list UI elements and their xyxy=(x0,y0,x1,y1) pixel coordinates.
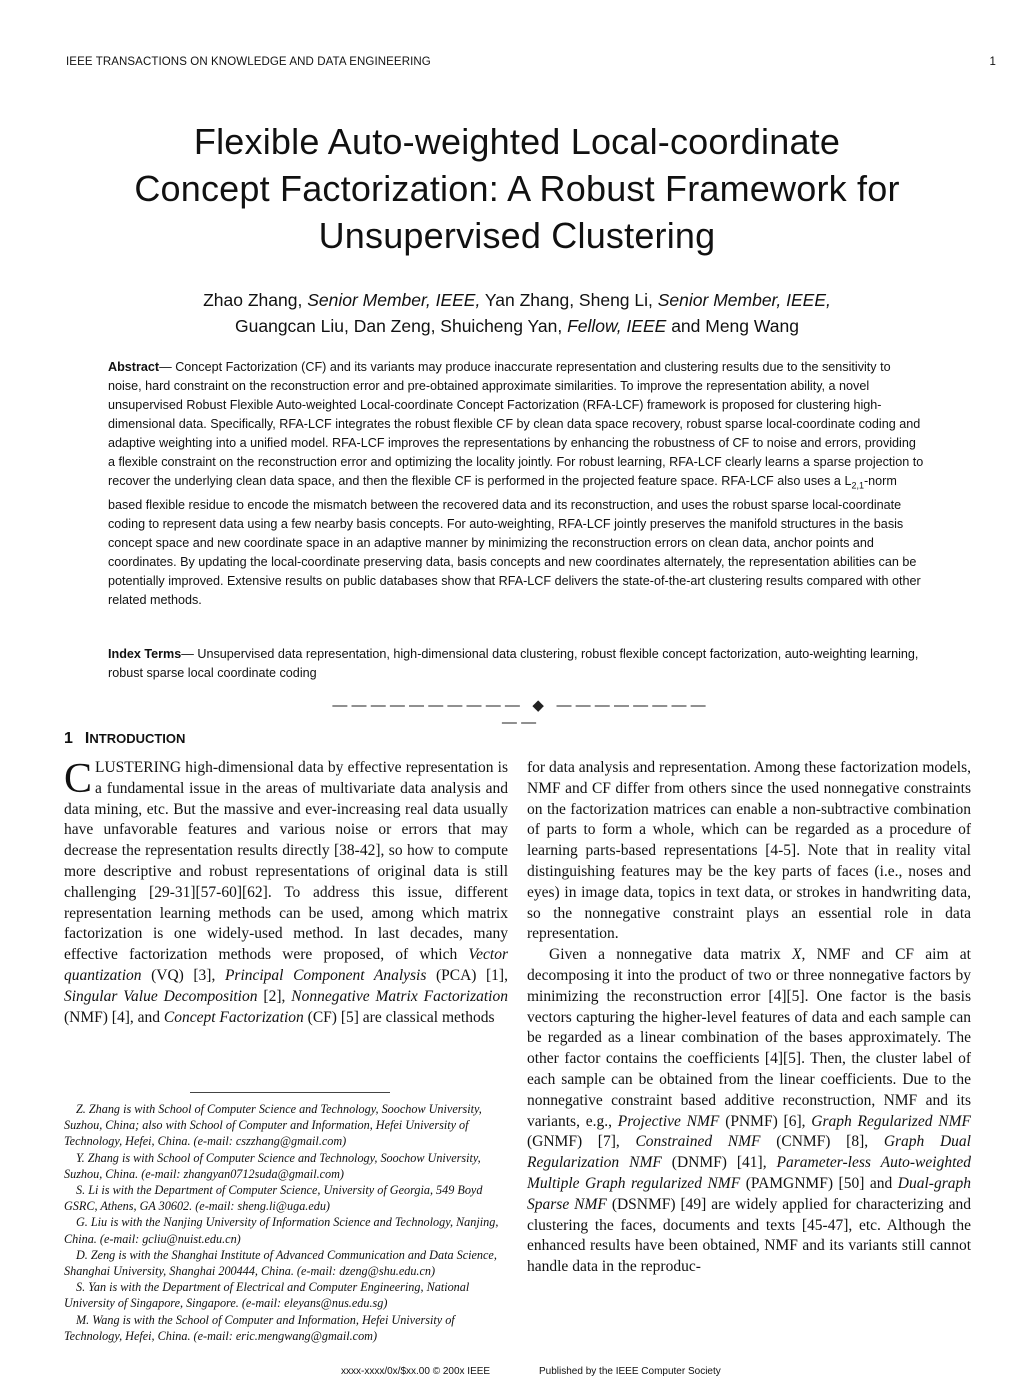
footnote-item: Y. Zhang is with School of Computer Science and Technology, Soochow University, Suzhou, China. (e-mail: zhangyan0712suda@gmail.com) xyxy=(64,1150,481,1181)
index-terms-label: Index Terms xyxy=(108,647,182,661)
term-pnmf: Projective NMF xyxy=(617,1112,720,1130)
abstract-label: Abstract xyxy=(108,360,160,374)
author-role-2: Senior Member, IEEE, xyxy=(657,290,831,310)
author-group-1: Zhao Zhang, xyxy=(203,290,308,310)
section-number: 1 xyxy=(64,730,73,747)
author-role-3: Fellow, IEEE xyxy=(567,316,667,336)
term-svd: Singular Value Decomposition xyxy=(64,987,258,1005)
p2-text-e: (CNMF) [8], xyxy=(760,1133,884,1151)
abstract-dash: — xyxy=(159,360,176,374)
author-group-2: Yan Zhang, Sheng Li, xyxy=(480,290,658,310)
title-line-2: Concept Factorization: A Robust Framework for xyxy=(134,168,900,209)
footnote-item: D. Zeng is with the Shanghai Institute of Advanced Communication and Data Science, Shanghai University, Shanghai 200444, China. (e-mail: dzeng@shu.edu.cn) xyxy=(64,1247,497,1279)
title-line-3: Unsupervised Clustering xyxy=(318,215,716,256)
footnote-item: S. Li is with the Department of Computer Science, University of Georgia, 549 Boyd GSRC, Athens, GA 30602. (e-mail: sheng.li@uga.edu) xyxy=(64,1183,483,1214)
footnote-rule xyxy=(190,1092,390,1093)
index-terms-dash: — xyxy=(181,647,198,661)
abstract-norm-subscript: 2,1 xyxy=(851,480,864,491)
footnote-item: G. Liu is with the Nanjing University of Information Science and Technology, Nanjing, China. (e-mail: gcliu@nuist.edu.cn) xyxy=(64,1215,499,1246)
term-pca: Principal Component Analysis xyxy=(224,966,427,984)
p2-text-a: Given a nonnegative data matrix xyxy=(549,946,793,964)
term-pamgnmf: Parameter-less Auto-weighted Multiple Graph regularized NMF xyxy=(527,1154,972,1192)
intro-text-b: (VQ) [3], xyxy=(141,966,225,984)
intro-text-a: LUSTERING high-dimensional data by effective representation is a fundamental issue in the areas of multivariate data analysis and data mining, etc. But the massive and ever-increasing real data usually have unfavorable features and various noise or errors that may decrease the representation results directly [38-42], so how to compute more descriptive and robust representations of original data is still challenging [29-31][57-60][62]. To address this issue, different representation learning methods can be used, among which matrix factorization is one widely-used method. In last decades, many effective factorization methods were proposed, of which xyxy=(64,759,508,964)
paper-title xyxy=(60,118,974,259)
footnote-item: S. Yan is with the Department of Electrical and Computer Engineering, National University of Singapore, Singapore. (e-mail: eleyans@nus.edu.sg) xyxy=(64,1280,470,1311)
term-cf: Concept Factorization xyxy=(163,1008,304,1026)
index-terms xyxy=(108,645,926,683)
intro-paragraph-1 xyxy=(64,758,508,1028)
term-nmf: Nonnegative Matrix Factorization xyxy=(291,987,508,1005)
publisher-line: Published by the IEEE Computer Society xyxy=(539,1366,721,1377)
running-head xyxy=(66,56,996,68)
title-line-1: Flexible Auto-weighted Local-coordinate xyxy=(193,121,841,162)
p2-text-d: (GNMF) [7], xyxy=(527,1133,636,1151)
author-list xyxy=(60,287,974,339)
left-column xyxy=(64,758,508,1028)
p2-text-b: , NMF and CF aim at decomposing it into the product of two or three nonnegative factors by minimizing the reconstruction error [4][5]. One factor is the basis vectors capturing the higher-level features of data and each sample can be regarded as a linear combination of the bases approximately. The other factor contains the coefficients [4][5]. Then, the cluster label of each sample can be obtained from the linear coefficients. Due to the nonnegative constraint based additive reconstruction, NMF and its variants, e.g., xyxy=(527,946,971,1130)
section-heading xyxy=(64,730,185,748)
term-dnmf: Graph Dual Regularization NMF xyxy=(527,1133,971,1172)
divider-diamond-icon: ◆ xyxy=(532,697,544,714)
abstract xyxy=(108,358,926,610)
journal-name: IEEE TRANSACTIONS ON KNOWLEDGE AND DATA ENGINEERING xyxy=(66,56,431,68)
p2-text-c: (PNMF) [6], xyxy=(719,1112,812,1130)
term-gnmf: Graph Regularized NMF xyxy=(811,1112,971,1130)
copyright-line: xxxx-xxxx/0x/$xx.00 © 200x IEEE xyxy=(341,1366,491,1377)
p2-text-g: (PAMGNMF) [50] and xyxy=(740,1174,898,1192)
divider-dashes-right: — — — — — — — — — — xyxy=(501,697,706,731)
p2-text-f: (DNMF) [41], xyxy=(661,1154,777,1172)
page-number: 1 xyxy=(989,56,996,68)
divider-dashes-left: — — — — — — — — — — xyxy=(332,697,520,714)
right-paragraph-1: for data analysis and representation. Among these factorization models, NMF and CF differ from others since the used nonnegative constraints on the factorization matrices can enable a non-subtractive combination of parts to form a whole, which can be regarded as a procedure of learning parts-based representations [4-5]. Note that in reality vital distinguishing features may be the key parts of faces (i.e., noses and eyes) in image data, topics in text data, or strokes in handwriting data, so the nonnegative constraint plays an essential role in data representation. xyxy=(527,759,971,943)
intro-text-d: [2], xyxy=(257,987,292,1005)
author-role-1: Senior Member, IEEE, xyxy=(307,290,481,310)
footnote-item: M. Wang is with the School of Computer and Information, Hefei University of Technology, Hefei, China. (e-mail: eric.mengwang@gmail.com) xyxy=(64,1312,455,1343)
p2-text-h: (DSNMF) [49] are widely applied for characterizing and clustering the faces, documents and texts [45-47], etc. Although the enhanced results have been obtained, NMF and its variants still cannot handle data in the reproduc- xyxy=(527,1195,971,1276)
section-title-initial: I xyxy=(84,730,90,747)
term-vq: Vector quantization xyxy=(64,946,508,984)
intro-text-e: (NMF) [4], and xyxy=(64,1008,164,1026)
intro-text-c: (PCA) [1], xyxy=(426,966,508,984)
author-footnotes xyxy=(64,1101,508,1344)
author-group-4: and Meng Wang xyxy=(666,316,799,336)
abstract-text-b: -norm based flexible residue to encode the mismatch between the recovered data and its reconstruction, and uses the robust sparse local-coordinate coding to represent data using a few nearby basis concepts. For auto-weighting, RFA-LCF jointly preserves the manifold structures in the basis concept space and new coordinate space in an adaptive manner by minimizing the reconstruction errors on clean data, anchor points and coordinates. By updating the local-coordinate preserving data, basis concepts and new coordinates alternately, the representation abilities can be potentially improved. Extensive results on public databases show that RFA-LCF delivers the state-of-the-art clustering results compared with other related methods. xyxy=(108,474,921,608)
abstract-text-a: Concept Factorization (CF) and its variants may produce inaccurate representation and clustering results due to the sensitivity to noise, hard constraint on the reconstruction error and pre-obtained approximate similarities. To improve the representation ability, a novel unsupervised Robust Flexible Auto-weighted Local-coordinate Concept Factorization (RFA-LCF) framework is proposed for clustering high-dimensional data. Specifically, RFA-LCF integrates the robust flexible CF by clean data space recovery, robust sparse local-coordinate coding and adaptive weighting into a unified model. RFA-LCF improves the representations by enhancing the robustness of CF to noise and errors, providing a flexible constraint on the reconstruction error and optimizing the locality jointly. For robust learning, RFA-LCF clearly learns a sparse projection to recover the underlying clean data space, and then the flexible CF is performed in the projected feature space. RFA-LCF also uses a L xyxy=(108,360,924,489)
index-terms-text: Unsupervised data representation, high-dimensional data clustering, robust flexible concept factorization, auto-weighting learning, robust sparse local coordinate coding xyxy=(108,647,919,681)
intro-text-f: (CF) [5] are classical methods xyxy=(303,1008,495,1026)
right-paragraph-2 xyxy=(527,945,971,1278)
drop-cap: C xyxy=(64,756,93,802)
section-title-rest: NTRODUCTION xyxy=(89,731,186,746)
term-cnmf: Constrained NMF xyxy=(635,1133,761,1151)
matrix-x: X xyxy=(792,946,802,964)
author-group-3: Guangcan Liu, Dan Zeng, Shuicheng Yan, xyxy=(235,316,568,336)
section-divider xyxy=(326,696,712,731)
footnote-item: Z. Zhang is with School of Computer Science and Technology, Soochow University, Suzhou, China; also with School of Computer and Information, Hefei University of Technology, Hefei, China. (e-mail: cszzhang@gmail.com) xyxy=(64,1102,482,1149)
right-column xyxy=(527,758,971,1278)
term-dsnmf: Dual-graph Sparse NMF xyxy=(527,1174,971,1213)
